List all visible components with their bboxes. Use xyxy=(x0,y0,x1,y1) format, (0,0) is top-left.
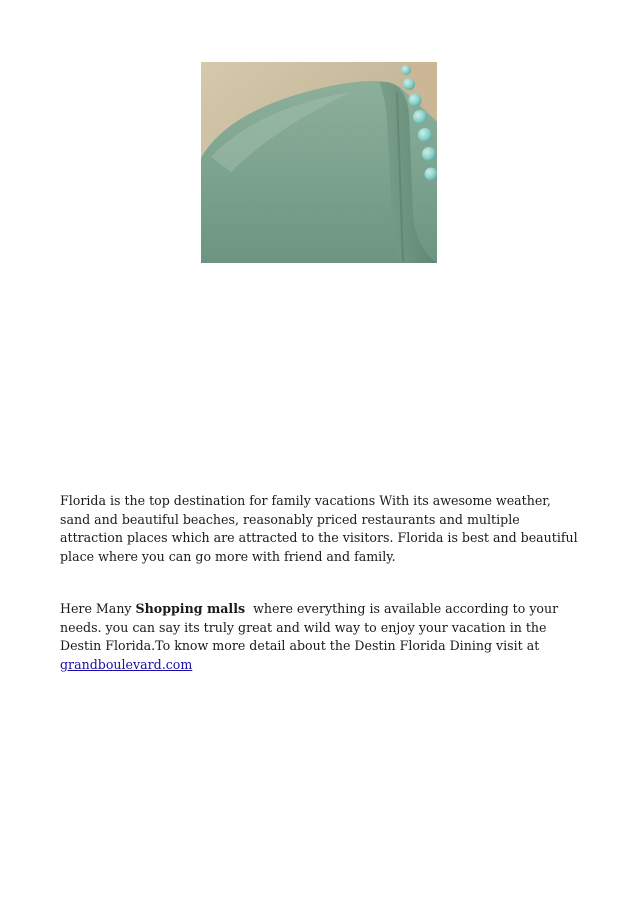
shopping-body-text: where everything is available according to your needs. you can say its truly great and wild way to enjoy your vacation in the Destin Florida.To know more detail about the Destin Florida Dining visit at xyxy=(60,601,563,654)
intro-paragraph xyxy=(60,492,580,566)
shopping-paragraph xyxy=(60,600,580,674)
shopping-lead-text: Here Many xyxy=(60,601,136,616)
grandboulevard-link[interactable]: grandboulevard.com xyxy=(60,656,193,672)
sweater-photo xyxy=(201,62,437,263)
shopping-malls-bold: Shopping malls xyxy=(135,601,246,616)
intro-text: Florida is the top destination for family vacations With its awesome weather, sand and beautiful beaches, reasonably priced restaurants and multiple attraction places which are attracted to the visitors. Florida is best and beautiful place where you can go more with friend and family. xyxy=(60,493,578,564)
